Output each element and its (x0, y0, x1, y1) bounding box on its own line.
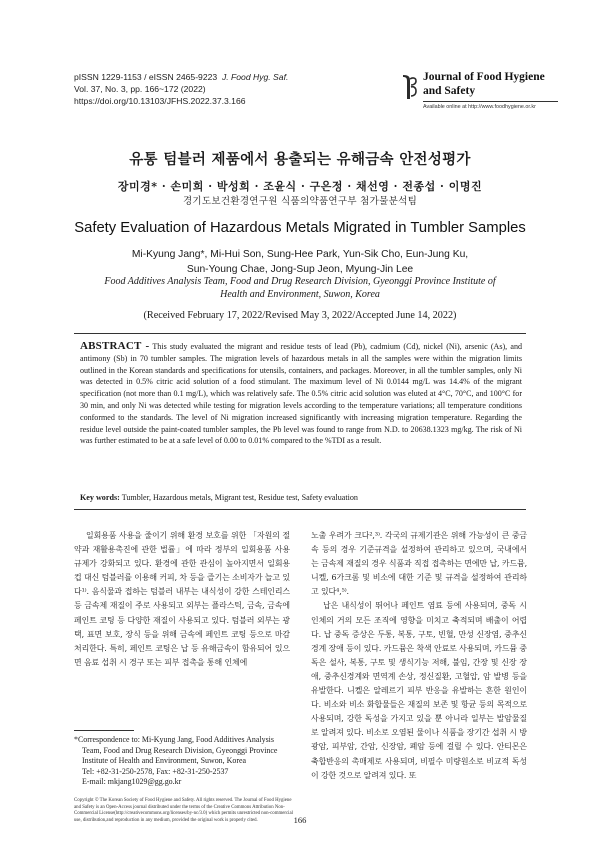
title-english: Safety Evaluation of Hazardous Metals Migrated in Tumbler Samples (74, 220, 526, 236)
abstract-text: This study evaluated the migrant and residue tests of lead (Pb), cadmium (Cd), nickel (Ni), arsenic (As), and antimony (Sb) in 70 tumbler samples. The migration levels of hazardous metals in all the samples were within the migration limits outlined in the Korean standards and specifications for utensils, containers, and packages. Moreover, in all the tumbler samples, only Ni was detected in 0.5% citric acid solution of a food stimulant. The maximum level of Ni 0.0144 mg/L was 14.4% of the migrant specification (not more than 0.1 mg/L), which was relatively safe. The 0.5% citric acid solution was eluted at 4°C, 70°C, and 100°C for 30 min, and only Ni was detected while testing for migration levels according to the temperature variations; all temperature conditions conformed to the standards. The level of Ni migration increased significantly with increasing migration temperature. Regarding the residue level outside the paint-coated tumbler samples, the Pb level was found to range from N.D. to 20638.1323 mg/kg. The risk of Ni was further estimated to be at a safe level of 0.00 to 0.01% compared to the %TDI as a result. (80, 342, 522, 446)
abstract-label: ABSTRACT - (80, 340, 150, 352)
affiliation-korean: 경기도보건환경연구원 식품의약품연구부 첨가물분석팀 (182, 196, 418, 207)
abstract-top-rule (74, 333, 526, 334)
abstract-bottom-rule (74, 509, 526, 510)
correspondence: *Correspondence to: Mi-Kyung Jang, Food Additives Analysis Team, Food and Drug Research Division, Gyeonggi Province Institute of Health and Environment, Suwon, Korea Tel: +82-31-250-2578, Fax: +82-31-250-2537 E-mail: mkjang1029@gg.go.kr (74, 735, 294, 788)
body-column-left (74, 529, 290, 670)
correspondence-email[interactable]: E-mail: mkjang1029@gg.go.kr (82, 777, 182, 787)
journal-abbrev: J. Food Hyg. Saf. (221, 72, 289, 82)
body-paragraph: 납은 내식성이 뛰어나 페인트 염료 등에 사용되며, 중독 시 인체의 거의 모든 조직에 영향을 미치고 축적되며 배출이 어렵다. 납 중독 증상은 두통, 복통, 구토, 빈혈, 만성 신장염, 중추신경계 장애 등이 있다. 카드뮴은 착색 안료로 사용되며, 카드뮴 중독은 설사, 복통, 구토 및 생식기능 저해, 불임, 간장 및 신장 장애, 중추신경계와 면역계 손상, 정신질환, 고혈압, 암 발병 등을 유발한다. 니켈은 알레르기 피부 반응을 유발하는 흔한 원인이다. 비소와 비소 화합물들은 재질의 보존 및 항균 등의 목적으로 사용되며, 강한 독성을 가지고 있을 뿐 아니라 일부는 발암물질로 알려져 있다. 비소로 오염된 물이나 식품을 장기간 섭취 시 방광암, 피부암, 간암, 신장암, 폐암 등에 걸릴 수 있다. 안티몬은 축합반응의 촉매제로 사용되며, 비필수 미량원소로 비교적 독성이 강한 것으로 알려져 있다. 또 (311, 601, 527, 780)
title-korean: 유통 텀블러 제품에서 용출되는 유해금속 안전성평가 (129, 151, 471, 168)
body-paragraph: 일회용품 사용을 줄이기 위해 환경 보호를 위한 「자원의 절약과 재활용촉진에 관한 법률」에 따라 정부의 일회용품 사용 규제가 강화되고 있다. 환경에 관한 관심이 높아지면서 일회용 컵 대신 텀블러를 이용해 커피, 차 등을 즐기는 소비자가 늘고 있다¹⁾. 음식물과 접하는 텀블러 내부는 내식성이 강한 스테인리스 등 금속제 재질이 주로 사용되고 외부는 플라스틱, 금속, 금속에 페인트 코팅 등 다양한 재질이 사용되고 있다. 텀블러 외부는 광택, 표면 보호, 장식 등을 위해 금속에 페인트 코팅 등으로 마감 처리한다. 특히, 페인트 코팅은 납 등 유해금속이 함유되어 있으면 음료 섭취 시 경구 또는 피부 접촉을 통해 인체에 (74, 531, 290, 667)
page-number: 166 (293, 815, 307, 825)
received-dates: (Received February 17, 2022/Revised May 3, 2022/Accepted June 14, 2022) (143, 310, 457, 321)
abstract (80, 341, 522, 447)
brand-divider (423, 101, 558, 102)
body-paragraph: 노출 우려가 크다²,³⁾. 각국의 규제기관은 위해 가능성이 큰 중금속 등의 경우 기준규격을 설정하여 관리하고 있으며, 국내에서는 금속제 재질의 경우 식품과 직접 접촉하는 면에만 납, 카드뮴, 니켈, 6가크롬 및 비소에 대한 기준 및 규격을 설정하여 관리하고 있다⁴,⁵⁾. (311, 531, 527, 597)
authors-korean: 장미경* · 손미희 · 박성희 · 조윤식 · 구은정 · 채선영 · 전종섭 · 이명진 (117, 180, 483, 193)
volume-line: Vol. 37, No. 3, pp. 166~172 (2022) (74, 84, 206, 94)
keywords (80, 493, 522, 502)
issn-line: pISSN 1229-1153 / eISSN 2465-9223 J. Food Hyg. Saf. (74, 72, 289, 82)
affiliation-english: Food Additives Analysis Team, Food and Drug Research Division, Gyeonggi Province Institute of Health and Environment, Suwon, Korea (104, 276, 496, 300)
keywords-text: Tumbler, Hazardous metals, Migrant test, Residue test, Safety evaluation (121, 493, 358, 502)
footnote-rule (74, 730, 134, 731)
authors-english: Mi-Kyung Jang*, Mi-Hui Son, Sung-Hee Park, Yun-Sik Cho, Eun-Jung Ku, Sun-Young Chae, Jong-Sup Jeon, Myung-Jin Lee (131, 249, 469, 275)
available-online-link[interactable]: Available online at http://www.foodhygiene.or.kr (423, 104, 536, 110)
journal-brand-title: Journal of Food Hygiene and Safety (423, 71, 545, 97)
body-column-right (311, 529, 527, 783)
keywords-label: Key words: (80, 493, 120, 502)
copyright-notice: Copyright © The Korean Society of Food Hygiene and Safety. All rights reserved. The Journal of Food Hygiene and Safety is an Open-Access journal distributed under the terms of the Creative Commons Attribution Non-Commercial License(http://creativecommons.org/licenses/by-nc/3.0) which permits unrestricted non-commercial use, distribution,and reproduction in any medium, provided the original work is properly cited. (74, 798, 294, 823)
journal-meta (74, 71, 288, 107)
journal-logo-icon (400, 73, 418, 101)
doi-link[interactable]: https://doi.org/10.13103/JFHS.2022.37.3.166 (74, 96, 246, 106)
